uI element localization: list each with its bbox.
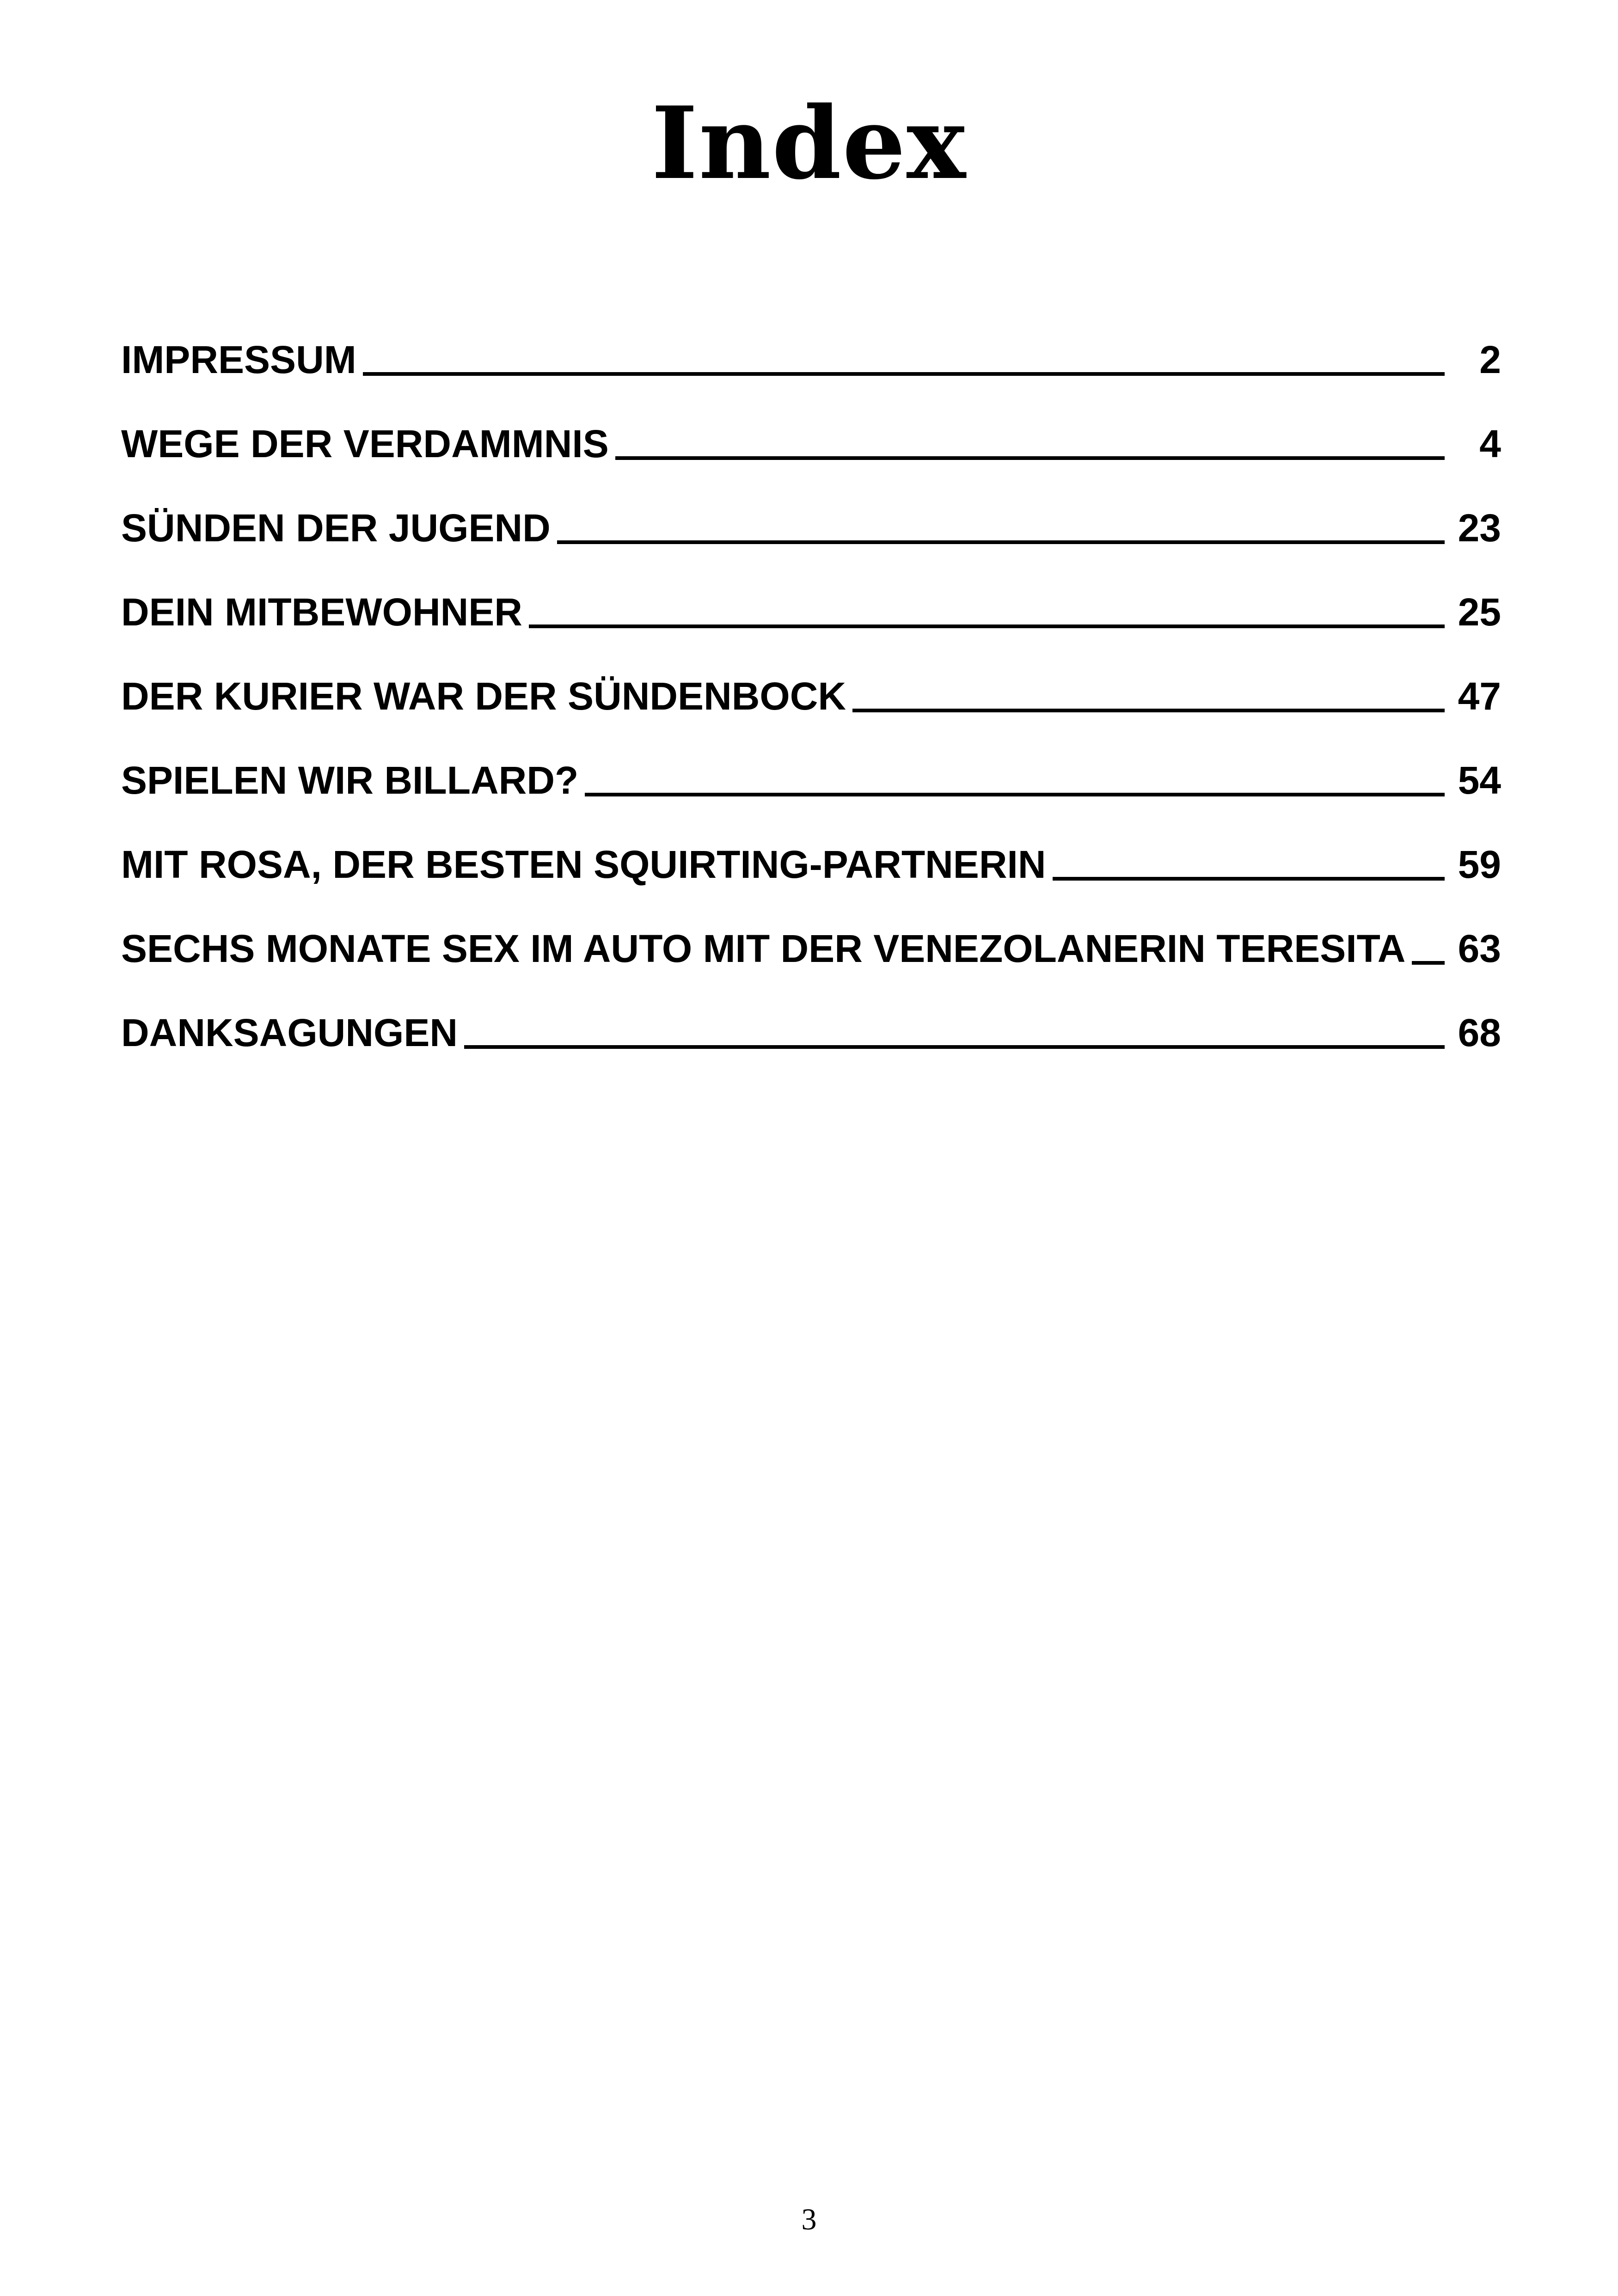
toc-entry-page: 2 [1479, 338, 1501, 381]
toc-entry[interactable] [121, 500, 1501, 584]
page-number: 3 [801, 2203, 817, 2236]
toc-entry-title: WEGE DER VERDAMMNIS [121, 422, 609, 465]
toc-leader-line [557, 540, 1445, 544]
toc-entry[interactable] [121, 921, 1501, 1005]
toc-entry-page: 68 [1458, 1011, 1501, 1054]
toc-entry-title: SPIELEN WIR BILLARD? [121, 759, 579, 802]
toc-entry[interactable] [121, 668, 1501, 753]
toc-entry[interactable] [121, 837, 1501, 921]
toc-entry[interactable] [121, 1005, 1501, 1089]
toc-entry[interactable] [121, 584, 1501, 668]
toc-entry-title: MIT ROSA, DER BESTEN SQUIRTING-PARTNERIN [121, 843, 1046, 886]
toc-leader-line [1053, 877, 1445, 881]
toc-entry-page: 63 [1458, 927, 1501, 970]
toc-entry[interactable] [121, 753, 1501, 837]
toc-entry-title: IMPRESSUM [121, 338, 356, 381]
toc-leader-line [1412, 961, 1445, 965]
toc-entry-title: DEIN MITBEWOHNER [121, 590, 522, 634]
toc-entry-page: 25 [1458, 590, 1501, 634]
toc-entry-page: 59 [1458, 843, 1501, 886]
toc-entry[interactable] [121, 416, 1501, 500]
toc-entry-page: 54 [1458, 759, 1501, 802]
toc-leader-line [615, 456, 1445, 460]
toc-leader-line [363, 372, 1445, 376]
toc-entry-page: 23 [1458, 506, 1501, 550]
toc-entry-page: 47 [1458, 674, 1501, 718]
toc-entry-title: DANKSAGUNGEN [121, 1011, 458, 1054]
toc-entry[interactable] [121, 332, 1501, 416]
toc-entry-title: SECHS MONATE SEX IM AUTO MIT DER VENEZOLANERIN TERESITA [121, 927, 1406, 970]
table-of-contents [121, 332, 1501, 1089]
toc-entry-page: 4 [1479, 422, 1501, 465]
toc-leader-line [464, 1045, 1445, 1049]
toc-leader-line [585, 793, 1445, 796]
toc-entry-title: SÜNDEN DER JUGEND [121, 506, 551, 550]
page-title: Index [651, 85, 967, 202]
toc-leader-line [529, 625, 1445, 628]
toc-leader-line [852, 709, 1445, 712]
toc-entry-title: DER KURIER WAR DER SÜNDENBOCK [121, 674, 846, 718]
